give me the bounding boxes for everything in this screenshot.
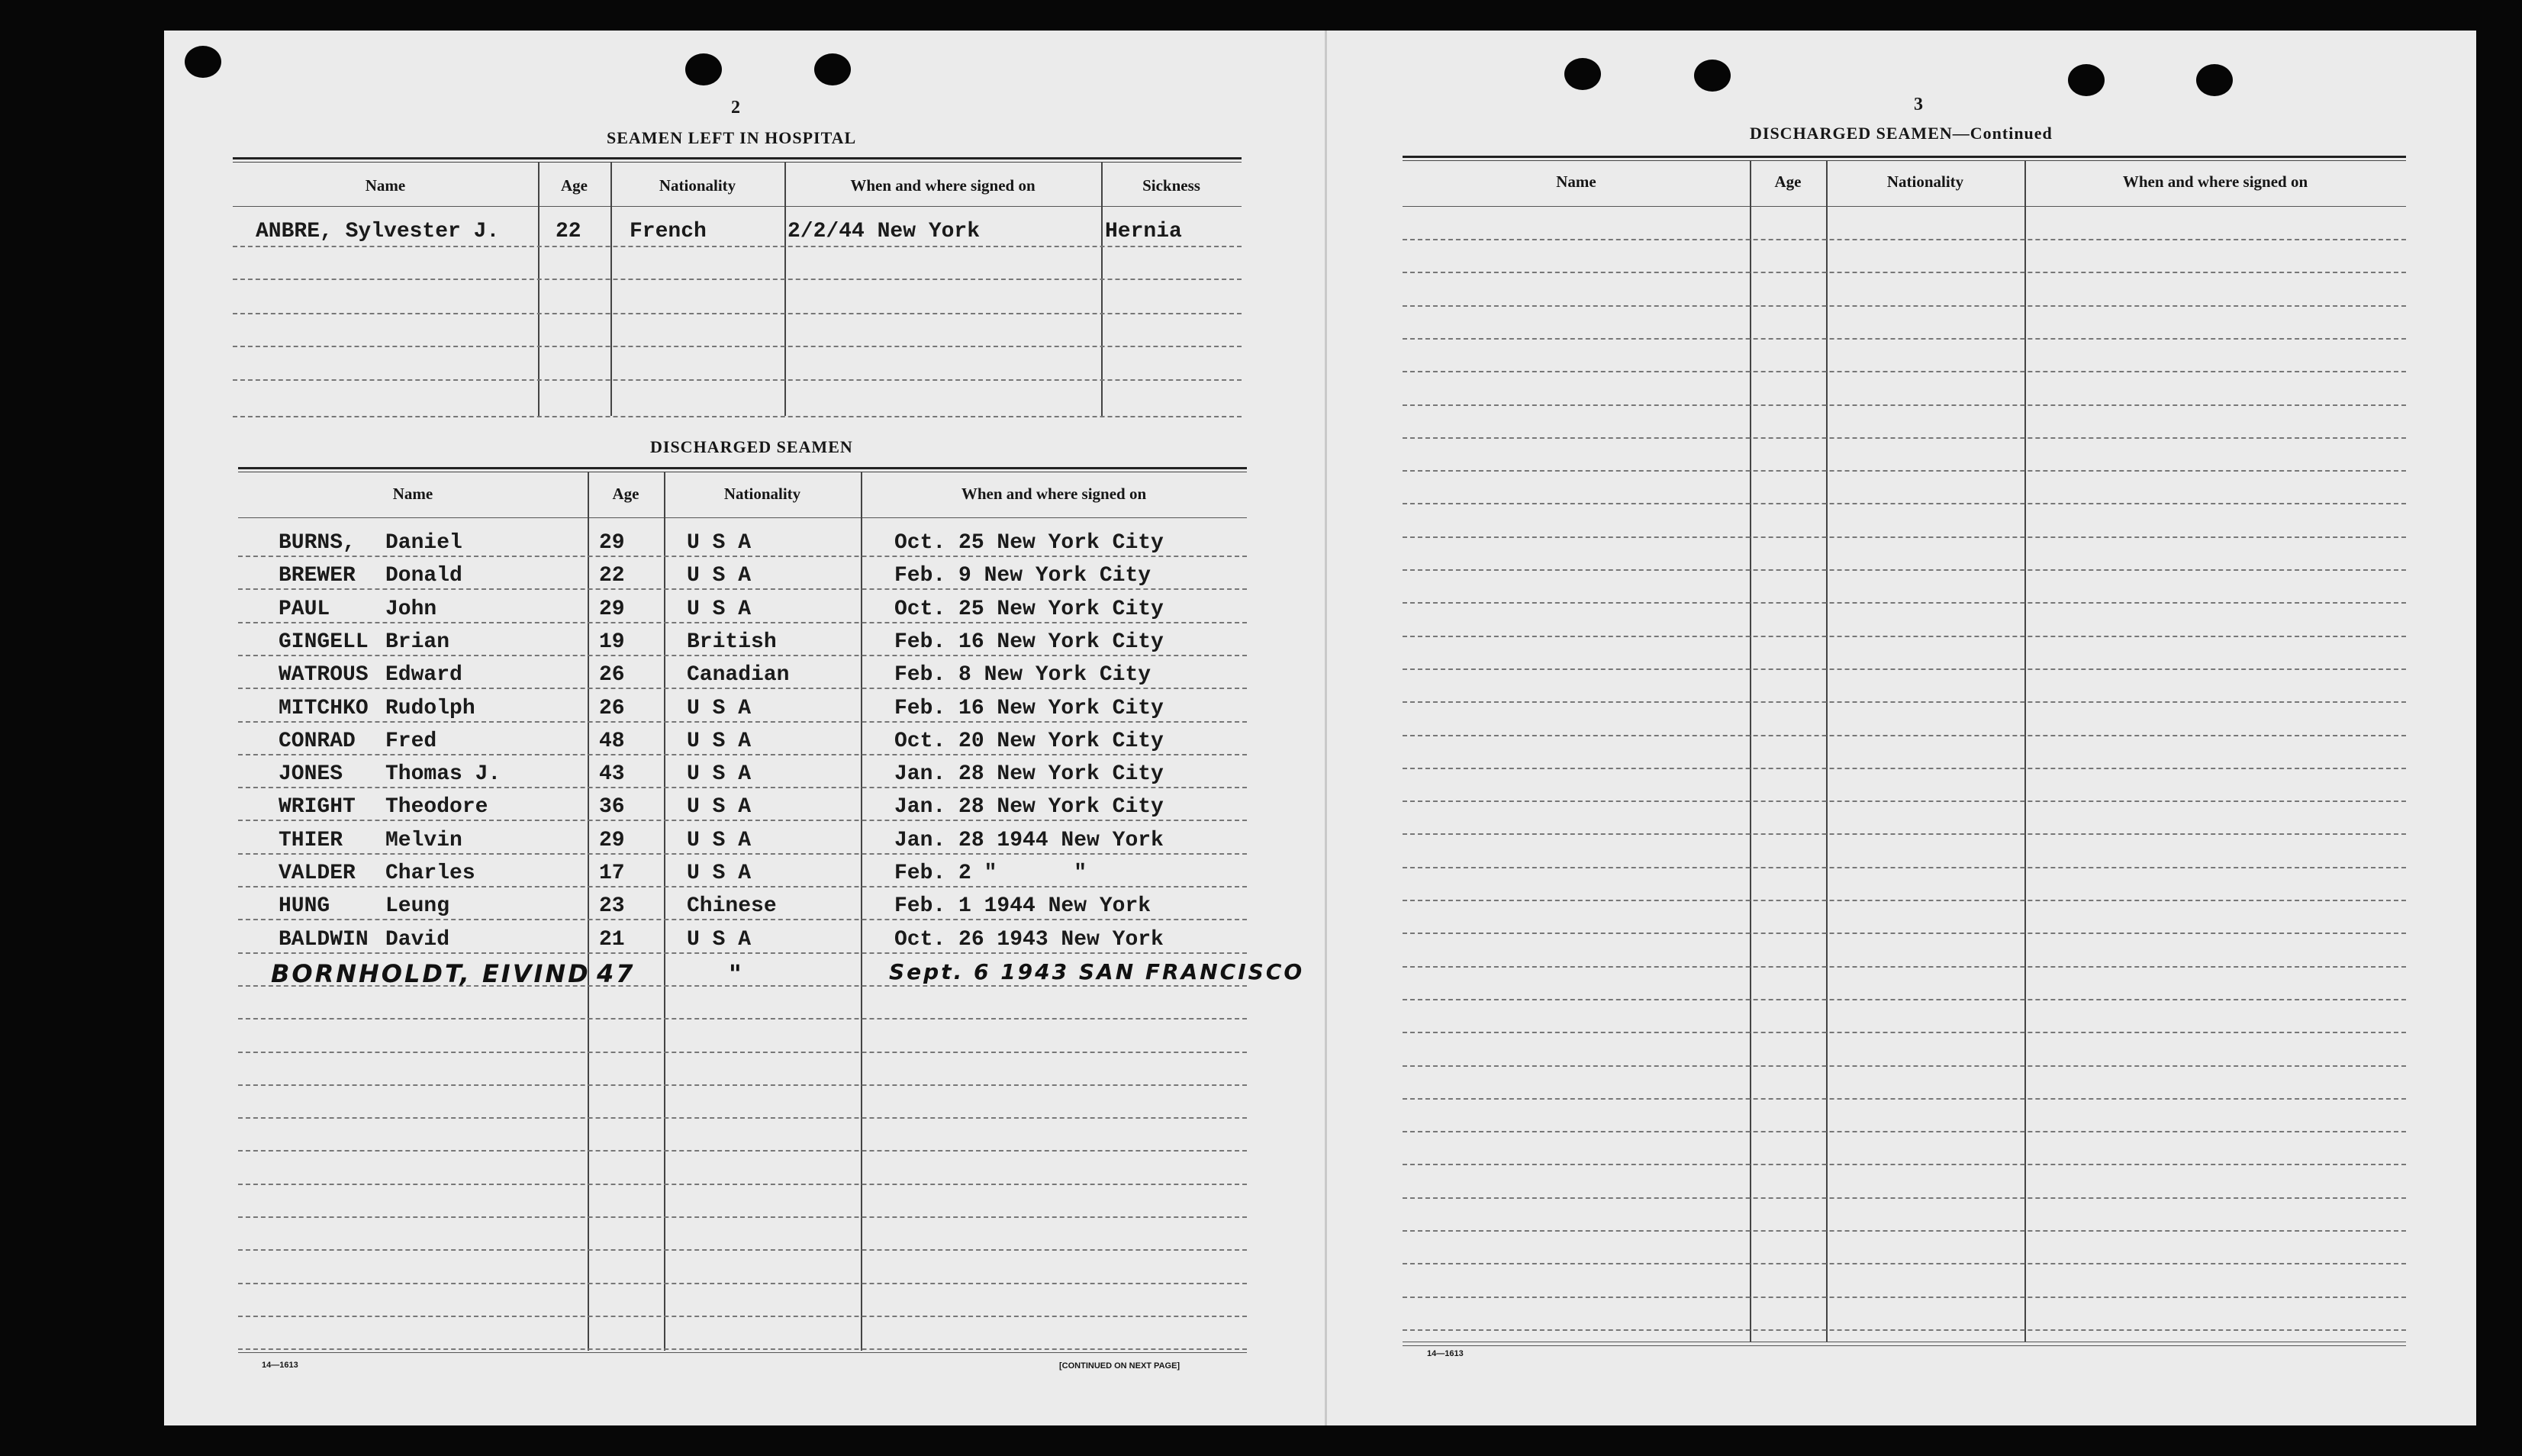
form-number: 14—1613	[1427, 1349, 1464, 1358]
seaman-nationality: U S A	[687, 531, 752, 555]
column-header: Nationality	[659, 176, 736, 195]
seaman-nationality: U S A	[687, 928, 752, 952]
seaman-last-name: BREWER	[279, 564, 356, 588]
handwritten-nationality: "	[729, 959, 744, 988]
ruled-line	[238, 787, 1247, 788]
seaman-last-name: VALDER	[279, 862, 356, 885]
ruled-line	[1403, 239, 2406, 240]
punch-hole	[685, 53, 722, 85]
ruled-line	[1403, 602, 2406, 604]
seaman-last-name: WATROUS	[279, 663, 369, 687]
ruled-line	[1403, 1230, 2406, 1232]
seaman-first-name: Rudolph	[385, 697, 475, 720]
seaman-signed-on: Oct. 25 New York City	[894, 531, 1164, 555]
seaman-last-name: PAUL	[279, 598, 330, 621]
seaman-signed-on: Oct. 26 1943 New York	[894, 928, 1164, 952]
ruled-line	[1403, 1065, 2406, 1067]
seaman-first-name: Melvin	[385, 829, 462, 852]
punch-hole	[185, 46, 221, 78]
seaman-nationality: U S A	[687, 862, 752, 885]
seaman-last-name: MITCHKO	[279, 697, 369, 720]
seaman-signed-on: Feb. 8 New York City	[894, 663, 1151, 687]
ruled-line	[1403, 999, 2406, 1000]
seaman-signed-on: Feb. 1 1944 New York	[894, 894, 1151, 918]
column-divider	[1101, 162, 1103, 416]
ruled-line	[1403, 768, 2406, 769]
seaman-first-name: Charles	[385, 862, 475, 885]
ruled-line	[1403, 900, 2406, 901]
punch-hole	[2196, 64, 2233, 96]
hospital-signed-on: 2/2/44 New York	[788, 220, 981, 243]
seaman-first-name: Daniel	[385, 531, 462, 555]
seaman-first-name: John	[385, 598, 437, 621]
seaman-nationality: U S A	[687, 730, 752, 753]
ruled-line	[1403, 833, 2406, 835]
ruled-line	[238, 886, 1247, 887]
hospital-name: ANBRE, Sylvester J.	[256, 220, 500, 243]
ruled-line	[1403, 1329, 2406, 1331]
ruled-line	[1403, 338, 2406, 340]
ruled-line	[238, 820, 1247, 821]
ruled-line	[238, 952, 1247, 954]
discharged-continued-title: DISCHARGED SEAMEN—Continued	[1750, 124, 2053, 143]
ruled-line	[1403, 272, 2406, 273]
ruled-line	[1403, 1263, 2406, 1264]
ruled-line	[1403, 404, 2406, 406]
seaman-age: 22	[599, 564, 625, 588]
seaman-last-name: THIER	[279, 829, 343, 852]
ruled-line	[233, 246, 1242, 247]
column-header: Sickness	[1142, 176, 1200, 195]
table-rule	[1403, 206, 2406, 207]
punch-hole	[1694, 60, 1731, 92]
seaman-nationality: Chinese	[687, 894, 777, 918]
seaman-first-name: Theodore	[385, 795, 488, 819]
seaman-signed-on: Feb. 16 New York City	[894, 697, 1164, 720]
ruled-line	[1403, 933, 2406, 934]
ruled-line	[1403, 371, 2406, 372]
punch-hole	[814, 53, 851, 85]
seaman-age: 23	[599, 894, 625, 918]
seaman-age: 17	[599, 862, 625, 885]
ruled-line	[1403, 1197, 2406, 1199]
seaman-age: 43	[599, 762, 625, 786]
hospital-age: 22	[556, 220, 581, 243]
seaman-last-name: HUNG	[279, 894, 330, 918]
column-header: Nationality	[1886, 172, 1964, 191]
seaman-age: 29	[599, 598, 625, 621]
seaman-signed-on: Jan. 28 New York City	[894, 795, 1164, 819]
hospital-section-title: SEAMEN LEFT IN HOSPITAL	[607, 128, 857, 147]
ruled-line	[238, 556, 1247, 557]
page-fold	[1325, 31, 1327, 1425]
column-header: Name	[392, 485, 433, 503]
ruled-line	[238, 1283, 1247, 1284]
seaman-nationality: Canadian	[687, 663, 790, 687]
seaman-signed-on: Jan. 28 New York City	[894, 762, 1164, 786]
seaman-nationality: U S A	[687, 697, 752, 720]
seaman-last-name: JONES	[279, 762, 343, 786]
seaman-first-name: Thomas J.	[385, 762, 501, 786]
seaman-age: 48	[599, 730, 625, 753]
seaman-signed-on: Feb. 2 " "	[894, 862, 1087, 885]
seaman-signed-on: Oct. 25 New York City	[894, 598, 1164, 621]
seaman-first-name: Fred	[385, 730, 437, 753]
seaman-first-name: David	[385, 928, 450, 952]
seaman-age: 29	[599, 829, 625, 852]
ruled-line	[238, 1018, 1247, 1020]
handwritten-age: 47	[597, 959, 636, 988]
ruled-line	[238, 1117, 1247, 1119]
ruled-line	[233, 313, 1242, 314]
ruled-line	[233, 346, 1242, 347]
ruled-line	[238, 1184, 1247, 1185]
column-divider	[664, 472, 665, 1351]
seaman-signed-on: Jan. 28 1944 New York	[894, 829, 1164, 852]
seaman-nationality: British	[687, 630, 777, 654]
seaman-signed-on: Feb. 16 New York City	[894, 630, 1164, 654]
column-header: Name	[365, 176, 406, 195]
ruled-line	[1403, 1297, 2406, 1298]
column-header: Age	[561, 176, 588, 195]
seaman-nationality: U S A	[687, 762, 752, 786]
ruled-line	[238, 754, 1247, 755]
ruled-line	[233, 379, 1242, 381]
seaman-age: 21	[599, 928, 625, 952]
seaman-nationality: U S A	[687, 829, 752, 852]
column-divider	[588, 472, 589, 1351]
ruled-line	[238, 1150, 1247, 1152]
discharged-section-title: DISCHARGED SEAMEN	[650, 437, 853, 456]
column-divider	[784, 162, 786, 416]
ruled-line	[1403, 569, 2406, 571]
seaman-age: 26	[599, 663, 625, 687]
column-divider	[861, 472, 862, 1351]
discharged-table-top-rule	[238, 467, 1247, 472]
ruled-line	[238, 655, 1247, 656]
ruled-line	[1403, 1131, 2406, 1132]
seaman-last-name: CONRAD	[279, 730, 356, 753]
seaman-signed-on: Feb. 9 New York City	[894, 564, 1151, 588]
seaman-first-name: Donald	[385, 564, 462, 588]
table-bottom-rule	[1403, 1345, 2406, 1346]
column-header: Age	[612, 485, 639, 503]
page-number: 3	[1914, 95, 1923, 114]
ruled-line	[1403, 800, 2406, 802]
ruled-line	[238, 1316, 1247, 1317]
ruled-line	[233, 279, 1242, 280]
table-rule	[238, 517, 1247, 518]
hospital-table-top-rule	[233, 157, 1242, 163]
table-bottom-rule	[238, 1352, 1247, 1353]
seaman-nationality: U S A	[687, 564, 752, 588]
ruled-line	[238, 919, 1247, 920]
seaman-first-name: Edward	[385, 663, 462, 687]
ruled-line	[238, 853, 1247, 855]
seaman-age: 26	[599, 697, 625, 720]
seaman-last-name: BURNS,	[279, 531, 356, 555]
punch-hole	[2068, 64, 2105, 96]
seaman-last-name: BALDWIN	[279, 928, 369, 952]
column-divider	[610, 162, 612, 416]
ruled-line	[238, 1052, 1247, 1053]
ruled-line	[1403, 1098, 2406, 1100]
seaman-age: 29	[599, 531, 625, 555]
seaman-nationality: U S A	[687, 598, 752, 621]
column-header: When and where signed on	[961, 485, 1147, 503]
handwritten-name: BORNHOLDT, EIVIND	[271, 959, 591, 988]
seaman-first-name: Leung	[385, 894, 450, 918]
ruled-line	[238, 721, 1247, 723]
ruled-line	[238, 1249, 1247, 1251]
ruled-line	[238, 588, 1247, 590]
ruled-line	[1403, 668, 2406, 670]
ruled-line	[1403, 966, 2406, 968]
seaman-last-name: GINGELL	[279, 630, 369, 654]
ruled-line	[1403, 1164, 2406, 1165]
continued-note: [CONTINUED ON NEXT PAGE]	[1059, 1361, 1180, 1371]
column-header: When and where signed on	[850, 176, 1036, 195]
seaman-first-name: Brian	[385, 630, 450, 654]
table-rule	[233, 206, 1242, 207]
seaman-nationality: U S A	[687, 795, 752, 819]
ruled-line	[1403, 470, 2406, 472]
seaman-age: 36	[599, 795, 625, 819]
seaman-age: 19	[599, 630, 625, 654]
ruled-line	[1403, 536, 2406, 538]
column-header: Age	[1774, 172, 1802, 191]
column-header: Name	[1556, 172, 1596, 191]
ruled-line	[1403, 437, 2406, 439]
ruled-line	[1403, 867, 2406, 868]
ruled-line	[1403, 1032, 2406, 1033]
column-header: When and where signed on	[2122, 172, 2308, 191]
page-number: 2	[731, 98, 740, 118]
form-number: 14—1613	[262, 1361, 298, 1370]
ruled-line	[238, 622, 1247, 623]
ruled-line	[238, 1216, 1247, 1218]
ruled-line	[1403, 503, 2406, 504]
column-header: Nationality	[723, 485, 801, 503]
hospital-nationality: French	[630, 220, 707, 243]
hospital-sickness: Hernia	[1105, 220, 1182, 243]
ruled-line	[1403, 701, 2406, 703]
seaman-last-name: WRIGHT	[279, 795, 356, 819]
ruled-line	[238, 1084, 1247, 1086]
column-divider	[538, 162, 540, 416]
ruled-line	[1403, 305, 2406, 307]
punch-hole	[1564, 58, 1601, 90]
continued-table-top-rule	[1403, 156, 2406, 161]
ruled-line	[238, 688, 1247, 689]
ruled-line	[238, 1348, 1247, 1350]
handwritten-signed-on: Sept. 6 1943 SAN FRANCISCO	[889, 959, 1305, 984]
ruled-line	[1403, 636, 2406, 637]
ruled-line	[233, 416, 1242, 417]
seaman-signed-on: Oct. 20 New York City	[894, 730, 1164, 753]
ruled-line	[1403, 735, 2406, 736]
